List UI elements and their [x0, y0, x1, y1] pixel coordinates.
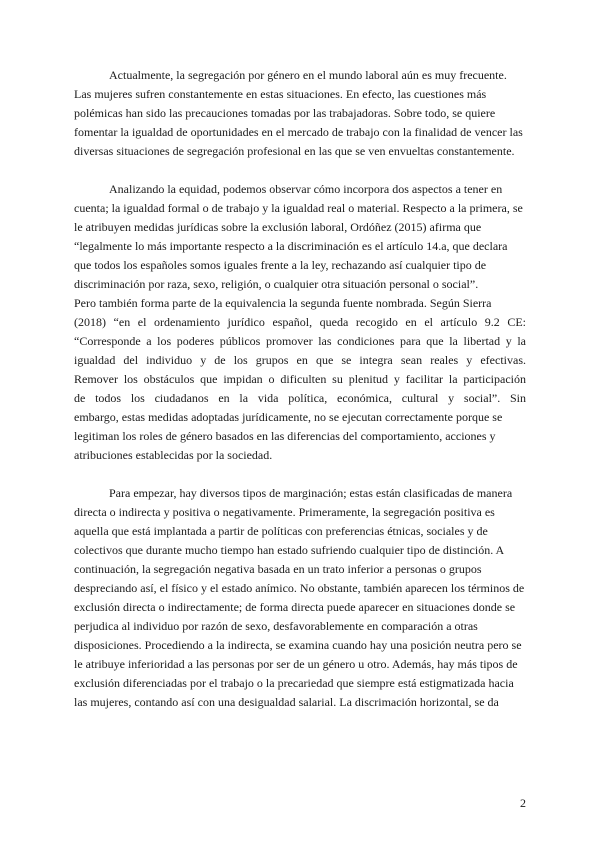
paragraph-line: las mujeres, contando así con una desigualdad salarial. La discrimación horizontal, se da — [74, 695, 499, 709]
paragraph-line: fomentar la igualdad de oportunidades en el mercado de trabajo con la finalidad de vencer las — [74, 125, 523, 139]
body-text — [74, 66, 526, 712]
paragraph-line: polémicas han sido las precauciones tomadas por las trabajadoras. Sobre todo, se quiere — [74, 106, 496, 120]
paragraph-3 — [74, 484, 526, 712]
paragraph-line: cuenta; la igualdad formal o de trabajo y la igualdad real o material. Respecto a la primera, se — [74, 201, 523, 215]
paragraph-line: Remover los obstáculos que impidan o dificulten su plenitud y facilitar la participación — [74, 372, 526, 386]
paragraph-1 — [74, 66, 526, 161]
paragraph-line: exclusión diferenciadas por el trabajo o la precariedad que siempre está estigmatizada hacia — [74, 676, 514, 690]
paragraph-line: discriminación por raza, sexo, religión, o cualquier otra situación personal o social”. — [74, 277, 479, 291]
paragraph-line: despreciando así, el físico y el estado anímico. No obstante, también aparecen los términos de — [74, 581, 525, 595]
paragraph-line: continuación, la segregación negativa basada en un trato inferior a personas o grupos — [74, 562, 482, 576]
paragraph-line: Para empezar, hay diversos tipos de marginación; estas están clasificadas de manera — [109, 486, 513, 500]
paragraph-line: “Corresponde a los poderes públicos promover las condiciones para que la libertad y la — [74, 334, 526, 348]
paragraph-line: de todos los ciudadanos en la vida política, económica, cultural y social”. Sin — [74, 391, 526, 405]
paragraph-spacer — [74, 465, 526, 484]
paragraph-line: exclusión directa o indirectamente; de forma directa puede aparecer en situaciones donde se — [74, 600, 516, 614]
paragraph-line: le atribuyen medidas jurídicas sobre la exclusión laboral, Ordóñez (2015) afirma que — [74, 220, 482, 234]
paragraph-line: (2018) “en el ordenamiento jurídico español, queda recogido en el artículo 9.2 CE: — [74, 315, 526, 329]
paragraph-line: colectivos que durante mucho tiempo han estado sufriendo cualquier tipo de distinción. A — [74, 543, 505, 557]
paragraph-line: perjudica al individuo por razón de sexo, desfavorablemente en comparación a otras — [74, 619, 478, 633]
paragraph-line: disposiciones. Procediendo a la indirecta, se examina cuando hay una posición neutra pero se — [74, 638, 522, 652]
paragraph-line: Pero también forma parte de la equivalencia la segunda fuente nombrada. Según Sierra — [74, 296, 492, 310]
paragraph-line: que todos los españoles somos iguales frente a la ley, rechazando así cualquier tipo de — [74, 258, 487, 272]
paragraph-line: Analizando la equidad, podemos observar cómo incorpora dos aspectos a tener en — [109, 182, 503, 196]
paragraph-line: embargo, estas medidas adoptadas jurídicamente, no se ejecutan correctamente porque se — [74, 410, 503, 424]
paragraph-line: le atribuye inferioridad a las personas por ser de un género u otro. Además, hay más tipos de — [74, 657, 518, 671]
paragraph-line: Actualmente, la segregación por género en el mundo laboral aún es muy frecuente. — [109, 68, 507, 82]
paragraph-line: aquella que está implantada a partir de políticas con preferencias étnicas, sociales y de — [74, 524, 488, 538]
paragraph-line: “legalmente lo más importante respecto a la discriminación es el artículo 14.a, que declara — [74, 239, 508, 253]
paragraph-line: atribuciones establecidas por la sociedad. — [74, 448, 273, 462]
paragraph-line: directa o indirecta y positiva o negativamente. Primeramente, la segregación positiva es — [74, 505, 495, 519]
paragraph-line: igualdad del individuo y de los grupos en que se integra sean reales y efectivas. — [74, 353, 526, 367]
paragraph-line: diversas situaciones de segregación profesional en las que se ven envueltas constantemente. — [74, 144, 515, 158]
paragraph-spacer — [74, 161, 526, 180]
paragraph-line: legitiman los roles de género basados en las diferencias del comportamiento, acciones y — [74, 429, 496, 443]
paragraph-2 — [74, 180, 526, 465]
page-number: 2 — [520, 796, 526, 810]
paragraph-line: Las mujeres sufren constantemente en estas situaciones. En efecto, las cuestiones más — [74, 87, 487, 101]
